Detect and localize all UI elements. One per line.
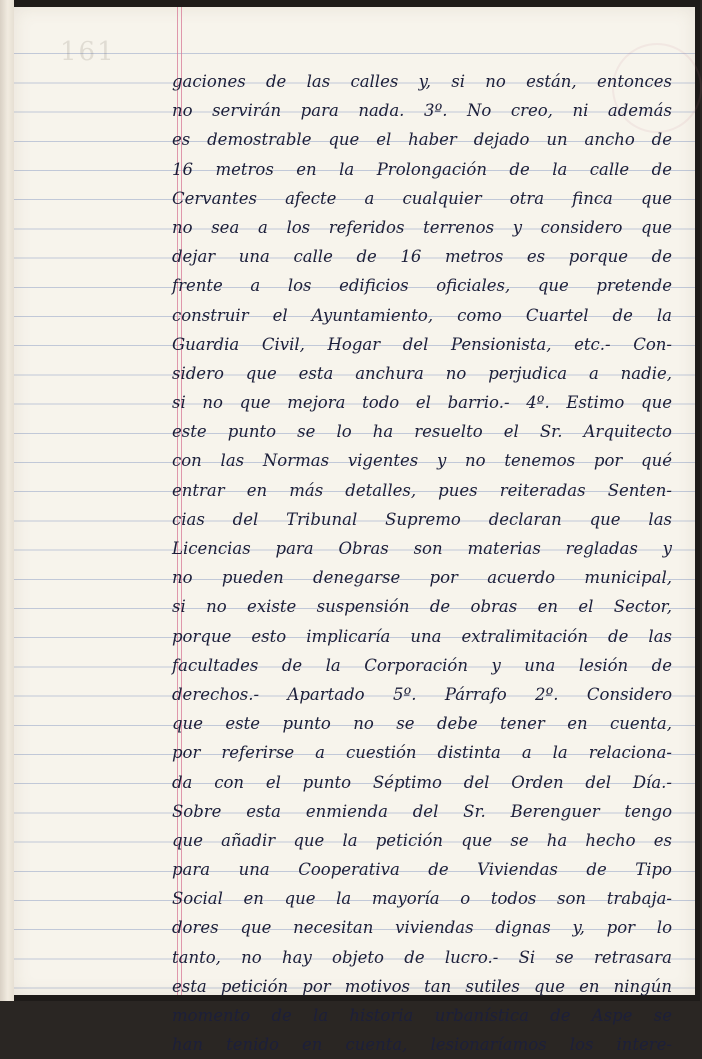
text-line: dores que necesitan viviendas dignas y, por lo (172, 918, 672, 938)
text-line: por referirse a cuestión distinta a la relaciona- (172, 743, 672, 763)
binding-edge (0, 0, 14, 1001)
text-line: si no que mejora todo el barrio.- 4º. Estimo que (172, 393, 672, 413)
text-line: han tenido en cuenta, lesionaríamos los intere- (172, 1035, 672, 1055)
text-line: facultades de la Corporación y una lesión de (172, 655, 672, 675)
handwritten-text (172, 67, 672, 1059)
page-folio-number: 161 (60, 37, 116, 67)
text-line: Social en que la mayoría o todos son trabaja- (172, 889, 672, 909)
text-line: no servirán para nada. 3º. No creo, ni además (172, 101, 672, 121)
text-line: frente a los edificios oficiales, que pretende (172, 276, 672, 296)
text-line: gaciones de las calles y, si no están, entonces (172, 72, 672, 91)
text-line: porque esto implicaría una extralimitación de las (172, 626, 672, 646)
text-line: no sea a los referidos terrenos y considero que (172, 217, 672, 237)
text-line: no pueden denegarse por acuerdo municipal, (172, 568, 672, 588)
text-line: Cervantes afecte a cualquier otra finca que (172, 188, 672, 208)
text-line: sidero que esta anchura no perjudica a nadie, (172, 363, 672, 383)
text-line: con las Normas vigentes y no tenemos por qué (172, 451, 672, 471)
text-line: 16 metros en la Prolongación de la calle de (172, 159, 672, 179)
text-line: si no existe suspensión de obras en el Sector, (172, 597, 672, 617)
text-line: entrar en más detalles, pues reiteradas Senten- (172, 480, 672, 500)
text-line: construir el Ayuntamiento, como Cuartel de la (172, 305, 672, 325)
text-line: Guardia Civil, Hogar del Pensionista, etc.- Con- (172, 334, 672, 354)
text-line: Sobre esta enmienda del Sr. Berenguer tengo (172, 801, 672, 821)
text-line: Licencias para Obras son materias regladas y (172, 539, 672, 558)
text-line: da con el punto Séptimo del Orden del Día.- (172, 772, 672, 792)
text-line: para una Cooperativa de Viviendas de Tipo (172, 860, 672, 880)
text-line: momento de la historia urbanística de Aspe se (172, 1006, 672, 1025)
text-line: es demostrable que el haber dejado un ancho de (172, 130, 672, 150)
text-line: que añadir que la petición que se ha hecho es (172, 830, 672, 850)
text-line: derechos.- Apartado 5º. Párrafo 2º. Considero (172, 684, 672, 704)
text-line: este punto se lo ha resuelto el Sr. Arquitecto (172, 422, 672, 442)
text-line: cias del Tribunal Supremo declaran que las (172, 509, 672, 529)
text-line: dejar una calle de 16 metros es porque de (172, 247, 672, 267)
text-line: que este punto no se debe tener en cuenta, (172, 714, 672, 734)
text-line: esta petición por motivos tan sutiles que en ningún (172, 976, 672, 996)
text-line: tanto, no hay objeto de lucro.- Si se retrasara (172, 947, 672, 967)
